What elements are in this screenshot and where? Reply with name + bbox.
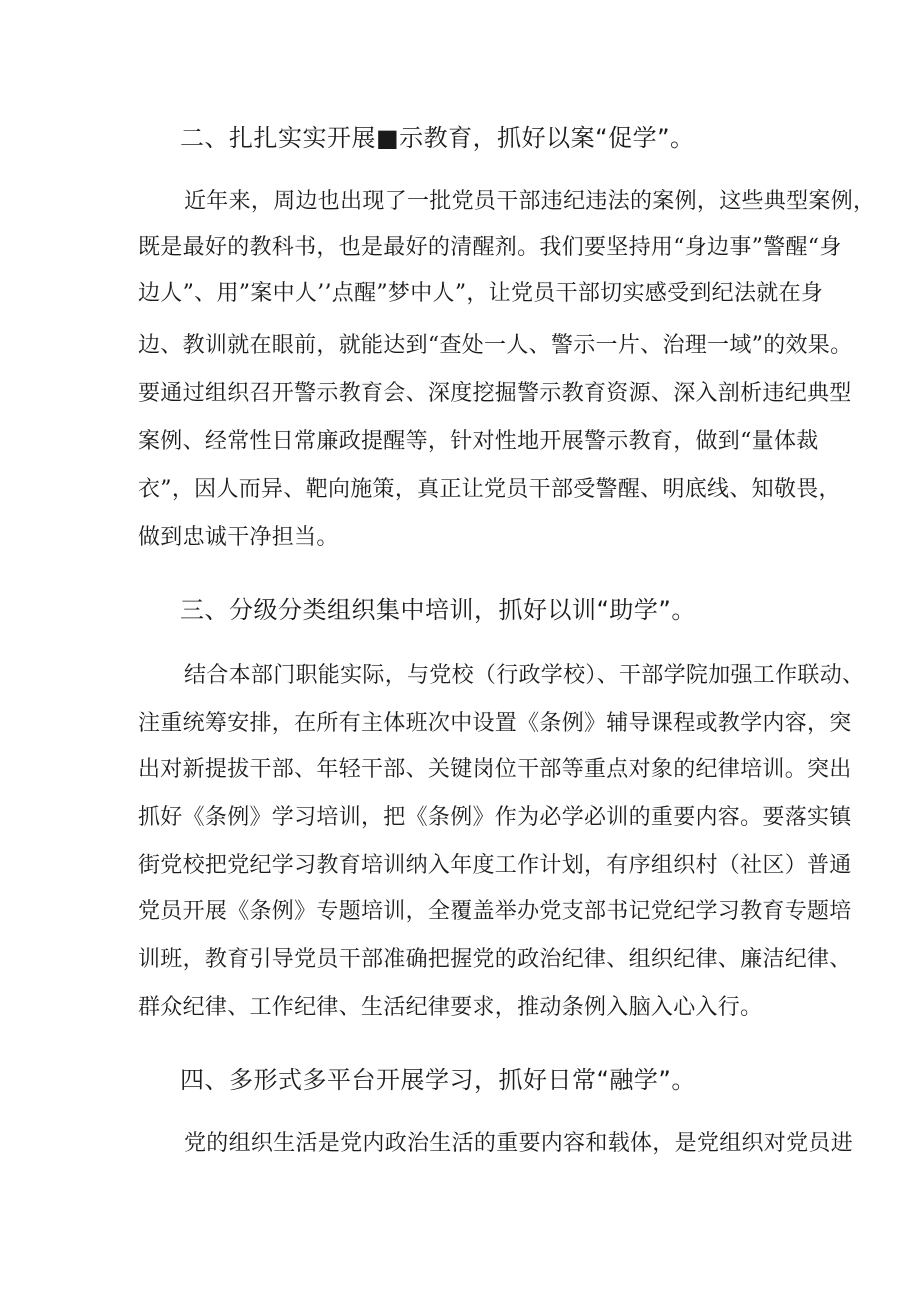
paragraph-line: 做到忠诚干净担当。 — [138, 525, 339, 550]
paragraph-line: 近年来，周边也出现了一批党员干部违纪违法的案例，这些典型案例， — [184, 189, 876, 214]
paragraph-line: 衣”，因人而异、靶向施策，真正让党员干部受警醒、明底线、知敬畏， — [138, 477, 841, 502]
paragraph-line: 训班，教育引导党员干部准确把握党的政治纪律、组织纪律、廉洁纪律、 — [138, 947, 852, 972]
paragraph-line: 街党校把党纪学习教育培训纳入年度工作计划，有序组织村（社区）普通 — [138, 853, 852, 878]
paragraph-line: 群众纪律、工作纪律、生活纪律要求，推动条例入脑入心入行。 — [138, 995, 763, 1020]
paragraph-line: 要通过组织召开警示教育会、深度挖掘警示教育资源、深入剖析违纪典型 — [138, 381, 852, 406]
paragraph-line: 结合本部门职能实际，与党校（行政学校）、干部学院加强工作联动、 — [184, 663, 865, 688]
paragraph-line: 注重统筹安排，在所有主体班次中设置《条例》辅导课程或教学内容，突 — [138, 711, 852, 736]
paragraph-line: 边、教训就在眼前，就能达到“查处一人、警示一片、治理一域”的效果。 — [138, 333, 853, 358]
paragraph-line: 既是最好的教科书，也是最好的清醒剂。我们要坚持用“身边事”警醒“身 — [138, 235, 842, 260]
paragraph-line: 党的组织生活是党内政治生活的重要内容和载体，是党组织对党员进 — [184, 1131, 854, 1156]
paragraph-line: 边人”、用”案中人’’点醒”梦中人”，让党员干部切实感受到纪法就在身 — [138, 281, 824, 306]
paragraph-line: 抓好《条例》学习培训，把《条例》作为必学必训的重要内容。要落实镇 — [138, 805, 852, 830]
paragraph-line: 党员开展《条例》专题培训，全覆盖举办党支部书记党纪学习教育专题培 — [138, 899, 852, 924]
section-heading-2: 二、扎扎实实开展■示教育，抓好以案“促学”。 — [180, 124, 695, 152]
paragraph-line: 案例、经常性日常廉政提醒等，针对性地开展警示教育，做到“量体裁 — [138, 429, 819, 454]
section-heading-4: 四、多形式多平台开展学习，抓好日常“融学”。 — [180, 1066, 696, 1094]
section-heading-3: 三、分级分类组织集中培训，抓好以训“助学”。 — [180, 596, 696, 624]
paragraph-line: 出对新提拔干部、年轻干部、关键岗位干部等重点对象的纪律培训。突出 — [138, 757, 852, 782]
